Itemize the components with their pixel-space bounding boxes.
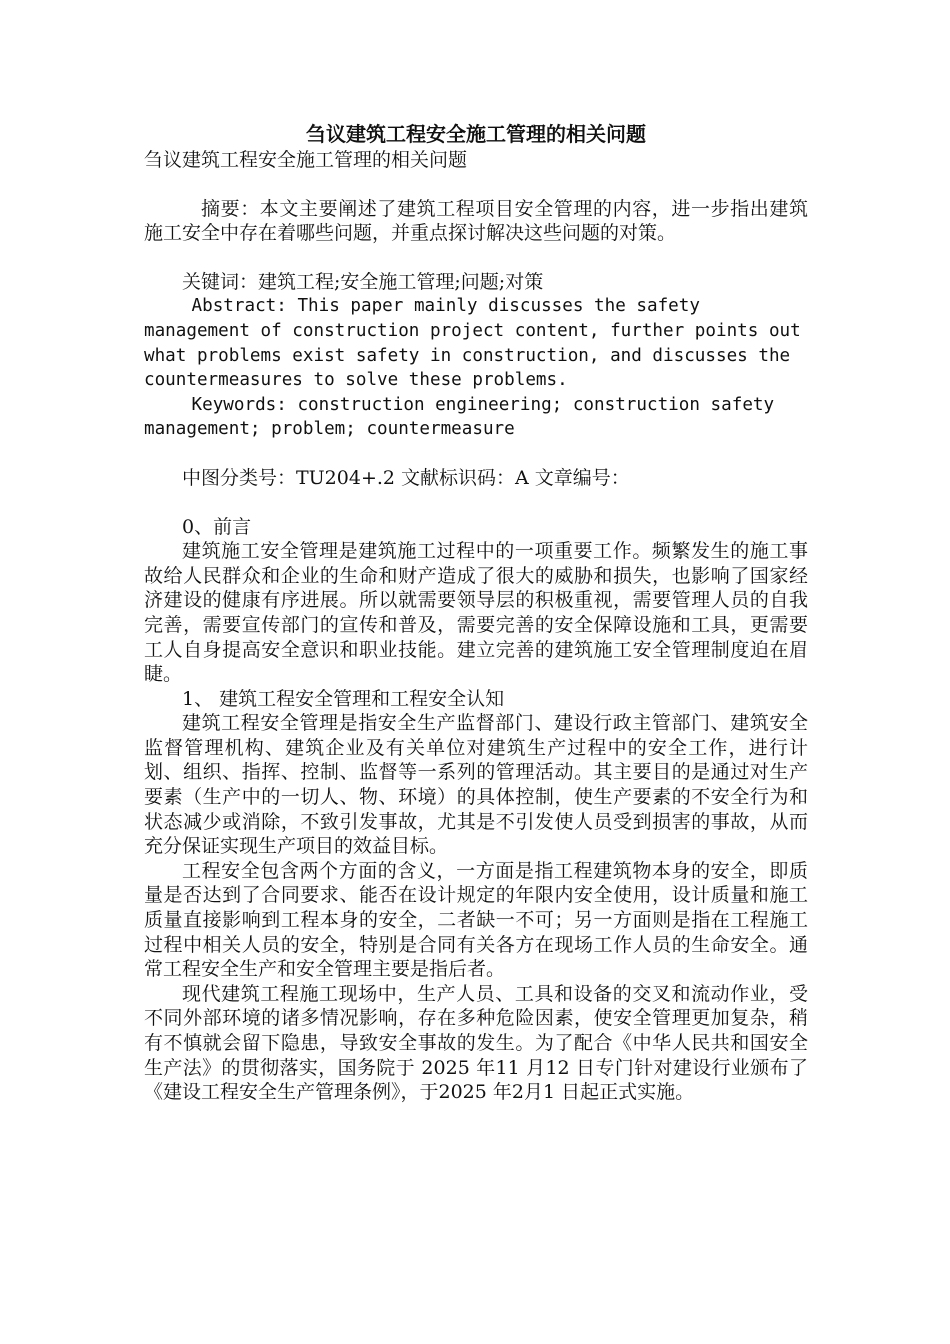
abstract-chinese: 摘要：本文主要阐述了建筑工程项目安全管理的内容，进一步指出建筑施工安全中存在着哪些问题，并重点探讨解决这些问题的对策。 [144, 197, 808, 245]
section-1-paragraph-1: 建筑工程安全管理是指安全生产监督部门、建设行政主管部门、建筑安全监督管理机构、建筑企业及有关单位对建筑生产过程中的安全工作，进行计划、组织、指挥、控制、监督等一系列的管理活动。其主要目的是通过对生产要素（生产中的一切人、物、环境）的具体控制，使生产要素的不安全行为和状态减少或消除，不致引发事故，尤其是不引发使人员受到损害的事故，从而充分保证实现生产项目的效益目标。 [144, 712, 808, 858]
classification-line: 中图分类号：TU204+.2 文献标识码：A 文章编号： [182, 466, 630, 489]
section-1-paragraph-3: 现代建筑工程施工现场中，生产人员、工具和设备的交叉和流动作业，受不同外部环境的诸多情况影响，存在多种危险因素，使安全管理更加复杂，稍有不慎就会留下隐患，导致安全事故的发生。为了配合《中华人民共和国安全生产法》的贯彻落实，国务院于 2025 年11 月12 日专门针对建设行业颁布了《建设工程安全生产管理条例》，于2025 年2月1 日起正式实施。 [144, 982, 808, 1104]
keywords-chinese: 关键词：建筑工程;安全施工管理;问题;对策 [182, 270, 544, 293]
section-1-paragraph-2: 工程安全包含两个方面的含义，一方面是指工程建筑物本身的安全，即质量是否达到了合同要求、能否在设计规定的年限内安全使用，设计质量和施工质量直接影响到工程本身的安全，二者缺一不可；另一方面则是指在工程施工过程中相关人员的安全，特别是合同有关各方在现场工作人员的生命安全。通常工程安全生产和安全管理主要是指后者。 [144, 859, 808, 981]
abstract-english: Abstract: This paper mainly discusses the safety management of construction project content, further points out what problems exist safety in construction, and discusses the countermeasures to solve these problems. [144, 296, 801, 391]
keywords-english: Keywords: construction engineering; construction safety management; problem; countermeasure [144, 394, 775, 440]
document-subtitle: 刍议建筑工程安全施工管理的相关问题 [144, 149, 468, 171]
document-title: 刍议建筑工程安全施工管理的相关问题 [306, 122, 646, 146]
section-0-paragraph: 建筑施工安全管理是建筑施工过程中的一项重要工作。频繁发生的施工事故给人民群众和企业的生命和财产造成了很大的威胁和损失，也影响了国家经济建设的健康有序进展。所以就需要领导层的积极重视，需要管理人员的自我完善，需要宣传部门的宣传和普及，需要完善的安全保障设施和工具，更需要工人自身提高安全意识和职业技能。建立完善的建筑施工安全管理制度迫在眉睫。 [144, 540, 808, 686]
document-page [144, 120, 808, 1105]
section-1-heading: 1、 建筑工程安全管理和工程安全认知 [182, 687, 505, 710]
section-0-heading: 0、前言 [182, 515, 252, 538]
